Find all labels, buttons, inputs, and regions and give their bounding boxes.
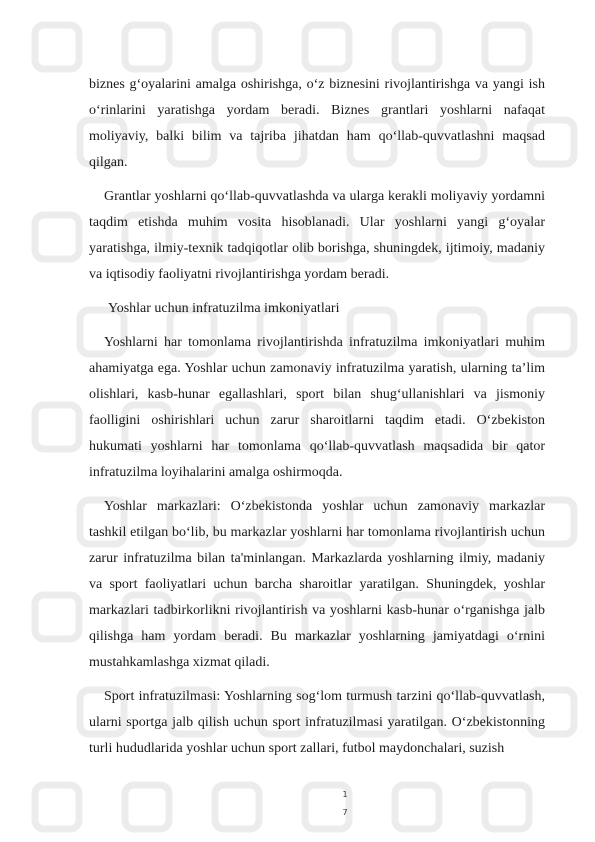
section-heading: Yoshlar uchun infratuzilma imkoniyatlari — [108, 301, 340, 316]
page-number-top: 1 — [342, 790, 348, 799]
watermark-tile — [215, 25, 259, 69]
paragraph-3: Yoshlarni har tomonlama rivojlantirishda infratuzilma imkoniyatlari muhim ahamiyatga ega. Yoshlar uchun zamonaviy infratuzilma yaratish, ularning ta’lim olishlari, kasb-hunar egallashlari, sport bilan shug‘ullanishlari va jismoniy faolligini oshirishlari uchun zarur sharoitlarni taqdim etadi. O‘zbekiston hukumati yoshlarni har tomonlama qo‘llab-quvvatlash maqsadida bir qator infratuzilma loyihalarini amalga oshirmoqda. — [89, 335, 545, 480]
watermark-tile — [125, 785, 169, 829]
watermark-tile — [35, 215, 79, 259]
watermark-tile — [35, 25, 79, 69]
watermark-tile — [35, 785, 79, 829]
page-number-bottom: 7 — [342, 808, 348, 817]
watermark-tile — [395, 25, 439, 69]
watermark-tile — [215, 785, 259, 829]
paragraph-2: Grantlar yoshlarni qo‘llab-quvvatlashda va ularga kerakli moliyaviy yordamni taqdim etishda muhim vosita hisoblanadi. Ular yoshlarni yangi g‘oyalar yaratishga, ilmiy-texnik tadqiqotlar olib borishga, shuningdek, ijtimoiy, madaniy va iqtisodiy faoliyatni rivojlantirishga yordam beradi. — [89, 189, 545, 282]
watermark-tile — [485, 785, 529, 829]
paragraph-4: Yoshlar markazlari: O‘zbekistonda yoshlar uchun zamonaviy markazlar tashkil etilgan bo‘lib, bu markazlar yoshlarni har tomonlama rivojlantirish uchun zarur infratuzilma bilan ta'minlangan. Markazlarda yoshlarning ilmiy, madaniy va sport faoliyatlari uchun barcha sharoitlar yaratilgan. Shuningdek, yoshlar markazlari tadbirkorlikni rivojlantirish va yoshlarni kasb-hunar o‘rganishga jalb qilishga ham yordam beradi. Bu markazlar yoshlarning jamiyatdagi o‘rnini mustahkamlashga xizmat qiladi. — [89, 499, 545, 670]
watermark-tile — [35, 405, 79, 449]
document-body — [89, 72, 545, 770]
watermark-tile — [35, 595, 79, 639]
watermark-tile — [305, 25, 349, 69]
paragraph-5: Sport infratuzilmasi: Yoshlarning sog‘lom turmush tarzini qo‘llab-quvvatlash, ularni sportga jalb qilish uchun sport infratuzilmasi yaratilgan. O‘zbekistonning turli hududlarida yoshlar uchun sport zallari, futbol maydonchalari, suzish — [89, 689, 545, 756]
watermark-tile — [125, 25, 169, 69]
watermark-tile — [485, 25, 529, 69]
watermark-tile — [395, 785, 439, 829]
paragraph-1: biznes g‘oyalarini amalga oshirishga, o‘z biznesini rivojlantirishga va yangi ish o‘rinlarini yaratishga yordam beradi. Biznes grantlari yoshlarni nafaqat moliyaviy, balki bilim va tajriba jihatdan ham qo‘llab-quvvatlashni maqsad qilgan. — [89, 77, 545, 170]
